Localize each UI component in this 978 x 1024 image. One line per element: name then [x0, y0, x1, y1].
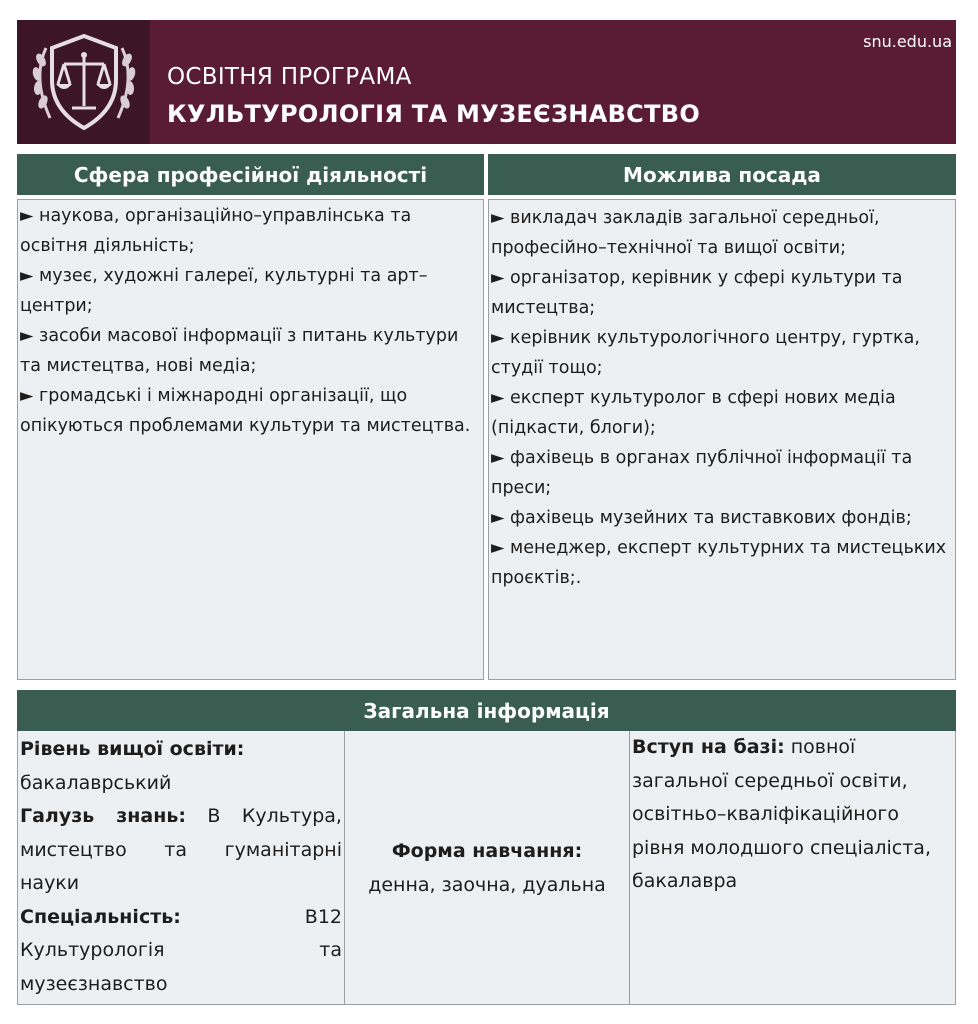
list-item: ► керівник культурологічного центру, гуртка, студії тощо; — [491, 328, 920, 378]
specialty-value: В12 Культурологія та музеєзнавство — [20, 905, 342, 995]
field-label: Галузь знань: — [20, 805, 186, 827]
list-item: ► експерт культуролог в сфері нових медіа (підкасти, блоги); — [491, 388, 896, 438]
general-info-header: Загальна інформація — [17, 690, 956, 731]
sphere-list — [17, 199, 484, 680]
list-item: ► фахівець музейних та виставкових фондів; — [491, 508, 912, 528]
logo — [17, 20, 150, 144]
specialty-label: Спеціальність: — [20, 905, 181, 928]
specialty — [20, 901, 342, 1002]
site-url[interactable]: snu.edu.ua — [863, 32, 952, 51]
program-label: ОСВІТНЯ ПРОГРАМА — [167, 64, 412, 90]
list-item: ► викладач закладів загальної середньої, професійно–технічної та вищої освіти; — [491, 208, 880, 258]
list-item: ► організатор, керівник у сфері культури та мистецтва; — [491, 268, 903, 318]
positions-list — [488, 199, 956, 680]
study-form-cell — [344, 731, 630, 1004]
list-item: ► фахівець в органах публічної інформації та преси; — [491, 448, 913, 498]
list-item: ► менеджер, експерт культурних та мистецьких проєктів;. — [491, 538, 947, 588]
level-label: Рівень вищої освіти: — [20, 738, 245, 760]
admission-value: повної загальної середньої освіти, освітньо–кваліфікаційного рівня молодшого спеціаліста, бакалавра — [632, 736, 931, 892]
scales-of-justice-shield-icon — [24, 28, 144, 136]
admission-label: Вступ на базі: — [632, 736, 785, 758]
list-item: ► музеє, художні галереї, культурні та арт–центри; — [20, 266, 428, 316]
header-banner — [17, 20, 956, 144]
field-value: В Культура, мистецтво та гуманітарні науки — [20, 805, 342, 894]
program-title: КУЛЬТУРОЛОГІЯ ТА МУЗЕЄЗНАВСТВО — [167, 100, 701, 128]
positions-header: Можлива посада — [488, 154, 956, 195]
level-value: бакалаврський — [20, 771, 172, 794]
admission-cell — [630, 731, 955, 1004]
field-of-knowledge — [20, 800, 342, 901]
list-item: ► громадські і міжнародні організації, що опікуються проблемами культури та мистецтва. — [20, 386, 471, 436]
form-value: денна, заочна, дуальна — [368, 873, 606, 896]
education-details-cell — [18, 731, 344, 1004]
list-item: ► засоби масової інформації з питань культури та мистецтва, нові медіа; — [20, 326, 459, 376]
form-label: Форма навчання: — [391, 840, 583, 862]
general-info-table — [17, 731, 956, 1005]
list-item: ► наукова, організаційно–управлінська та освітня діяльність; — [20, 206, 412, 256]
sphere-header: Сфера професійної діяльності — [17, 154, 484, 195]
